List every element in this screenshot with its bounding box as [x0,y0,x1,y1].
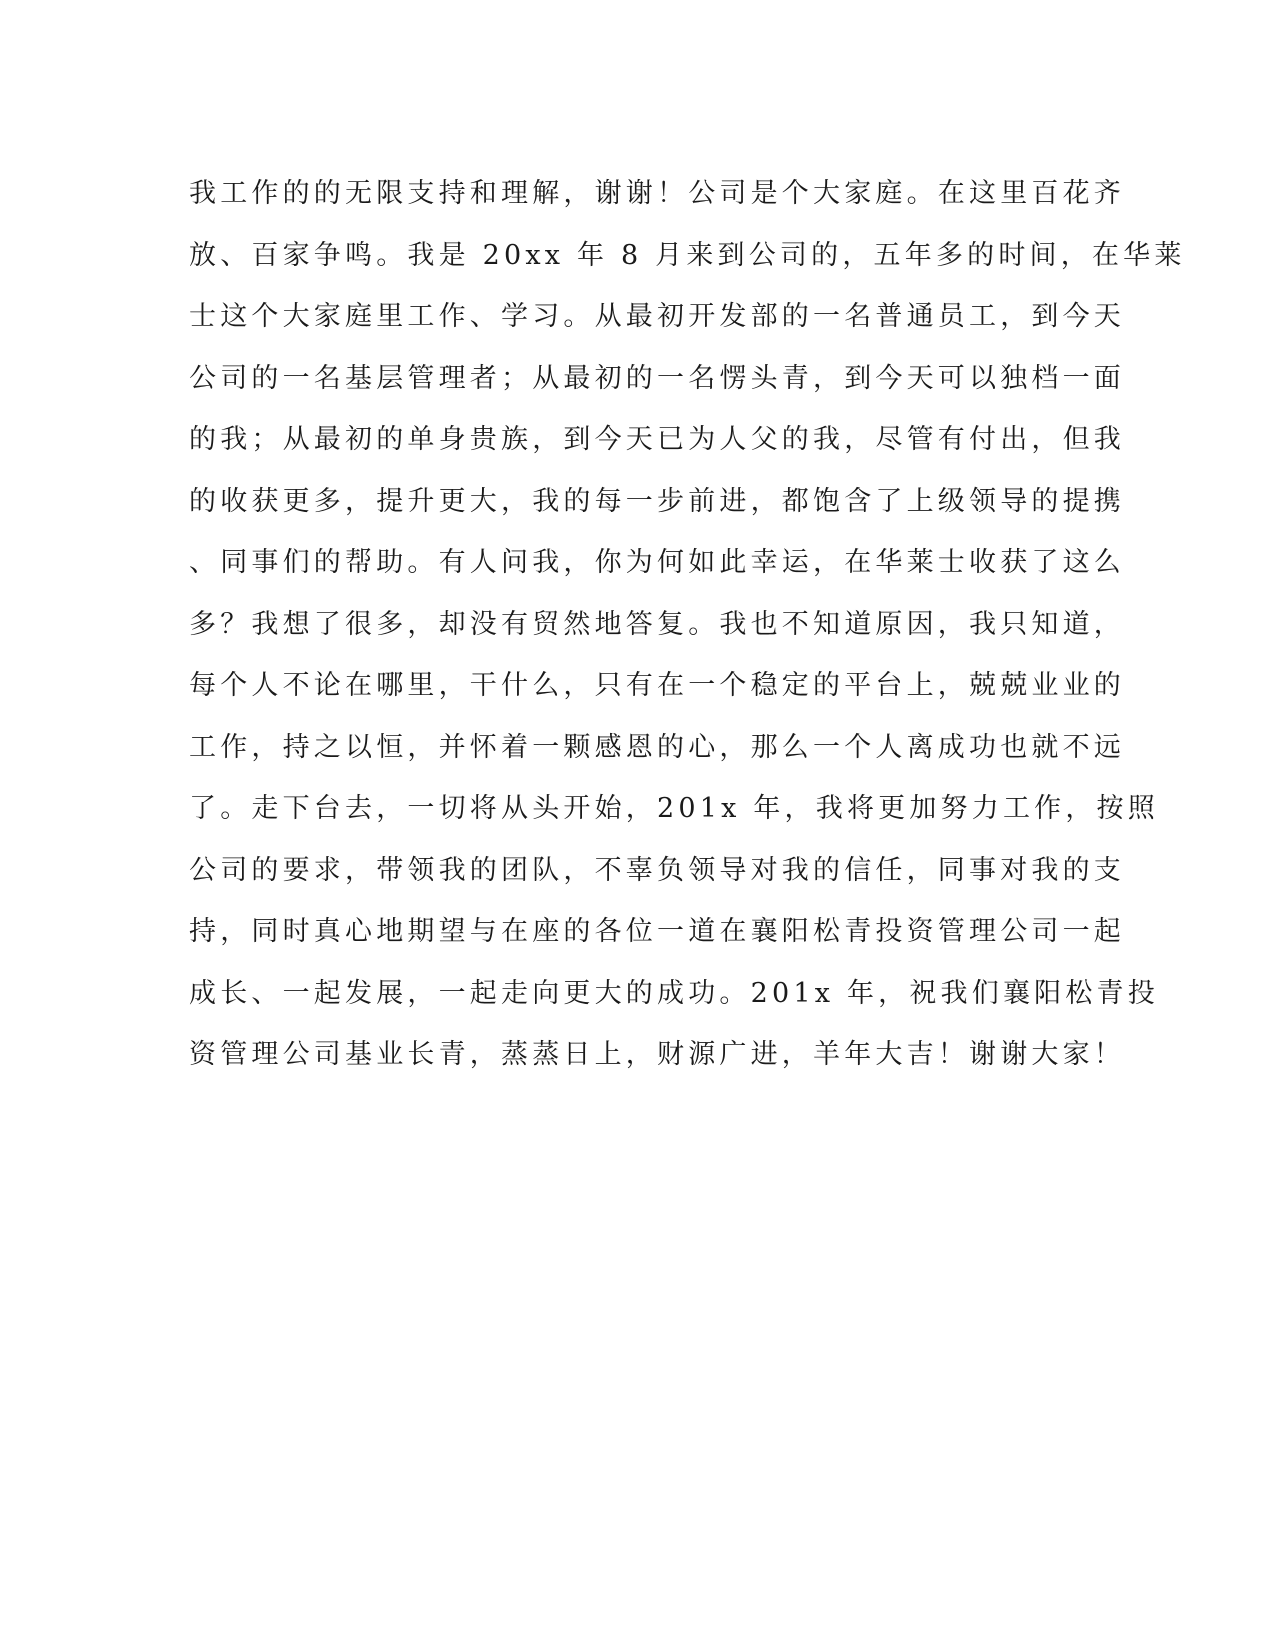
text-line: 放、百家争鸣。我是 20xx 年 8 月来到公司的，五年多的时间，在华莱 [189,239,1186,271]
text-line: 成长、一起发展，一起走向更大的成功。201x 年，祝我们襄阳松青投 [189,977,1159,1009]
text-line: 资管理公司基业长青，蒸蒸日上，财源广进，羊年大吉！谢谢大家！ [189,1039,1125,1070]
text-line: 多？我想了很多，却没有贸然地答复。我也不知道原因，我只知道， [189,608,1125,640]
text-line: 公司的要求，带领我的团队，不辜负领导对我的信任，同事对我的支 [189,854,1125,886]
text-line: 公司的一名基层管理者；从最初的一名愣头青，到今天可以独档一面 [189,362,1125,394]
text-line: 工作，持之以恒，并怀着一颗感恩的心，那么一个人离成功也就不远 [189,731,1125,763]
body-paragraph [189,163,1186,1086]
text-line: 的我；从最初的单身贵族，到今天已为人父的我，尽管有付出，但我 [189,424,1125,455]
text-line: 士这个大家庭里工作、学习。从最初开发部的一名普通员工，到今天 [189,301,1125,332]
text-line: 、同事们的帮助。有人问我，你为何如此幸运，在华莱士收获了这么 [189,547,1125,578]
text-line: 我工作的的无限支持和理解，谢谢！公司是个大家庭。在这里百花齐 [189,178,1125,209]
text-line: 了。走下台去，一切将从头开始，201x 年，我将更加努力工作，按照 [189,793,1159,824]
text-line: 每个人不论在哪里，干什么，只有在一个稳定的平台上，兢兢业业的 [189,670,1125,701]
text-line: 持，同时真心地期望与在座的各位一道在襄阳松青投资管理公司一起 [189,916,1125,947]
text-line: 的收获更多，提升更大，我的每一步前进，都饱含了上级领导的提携 [189,485,1125,517]
